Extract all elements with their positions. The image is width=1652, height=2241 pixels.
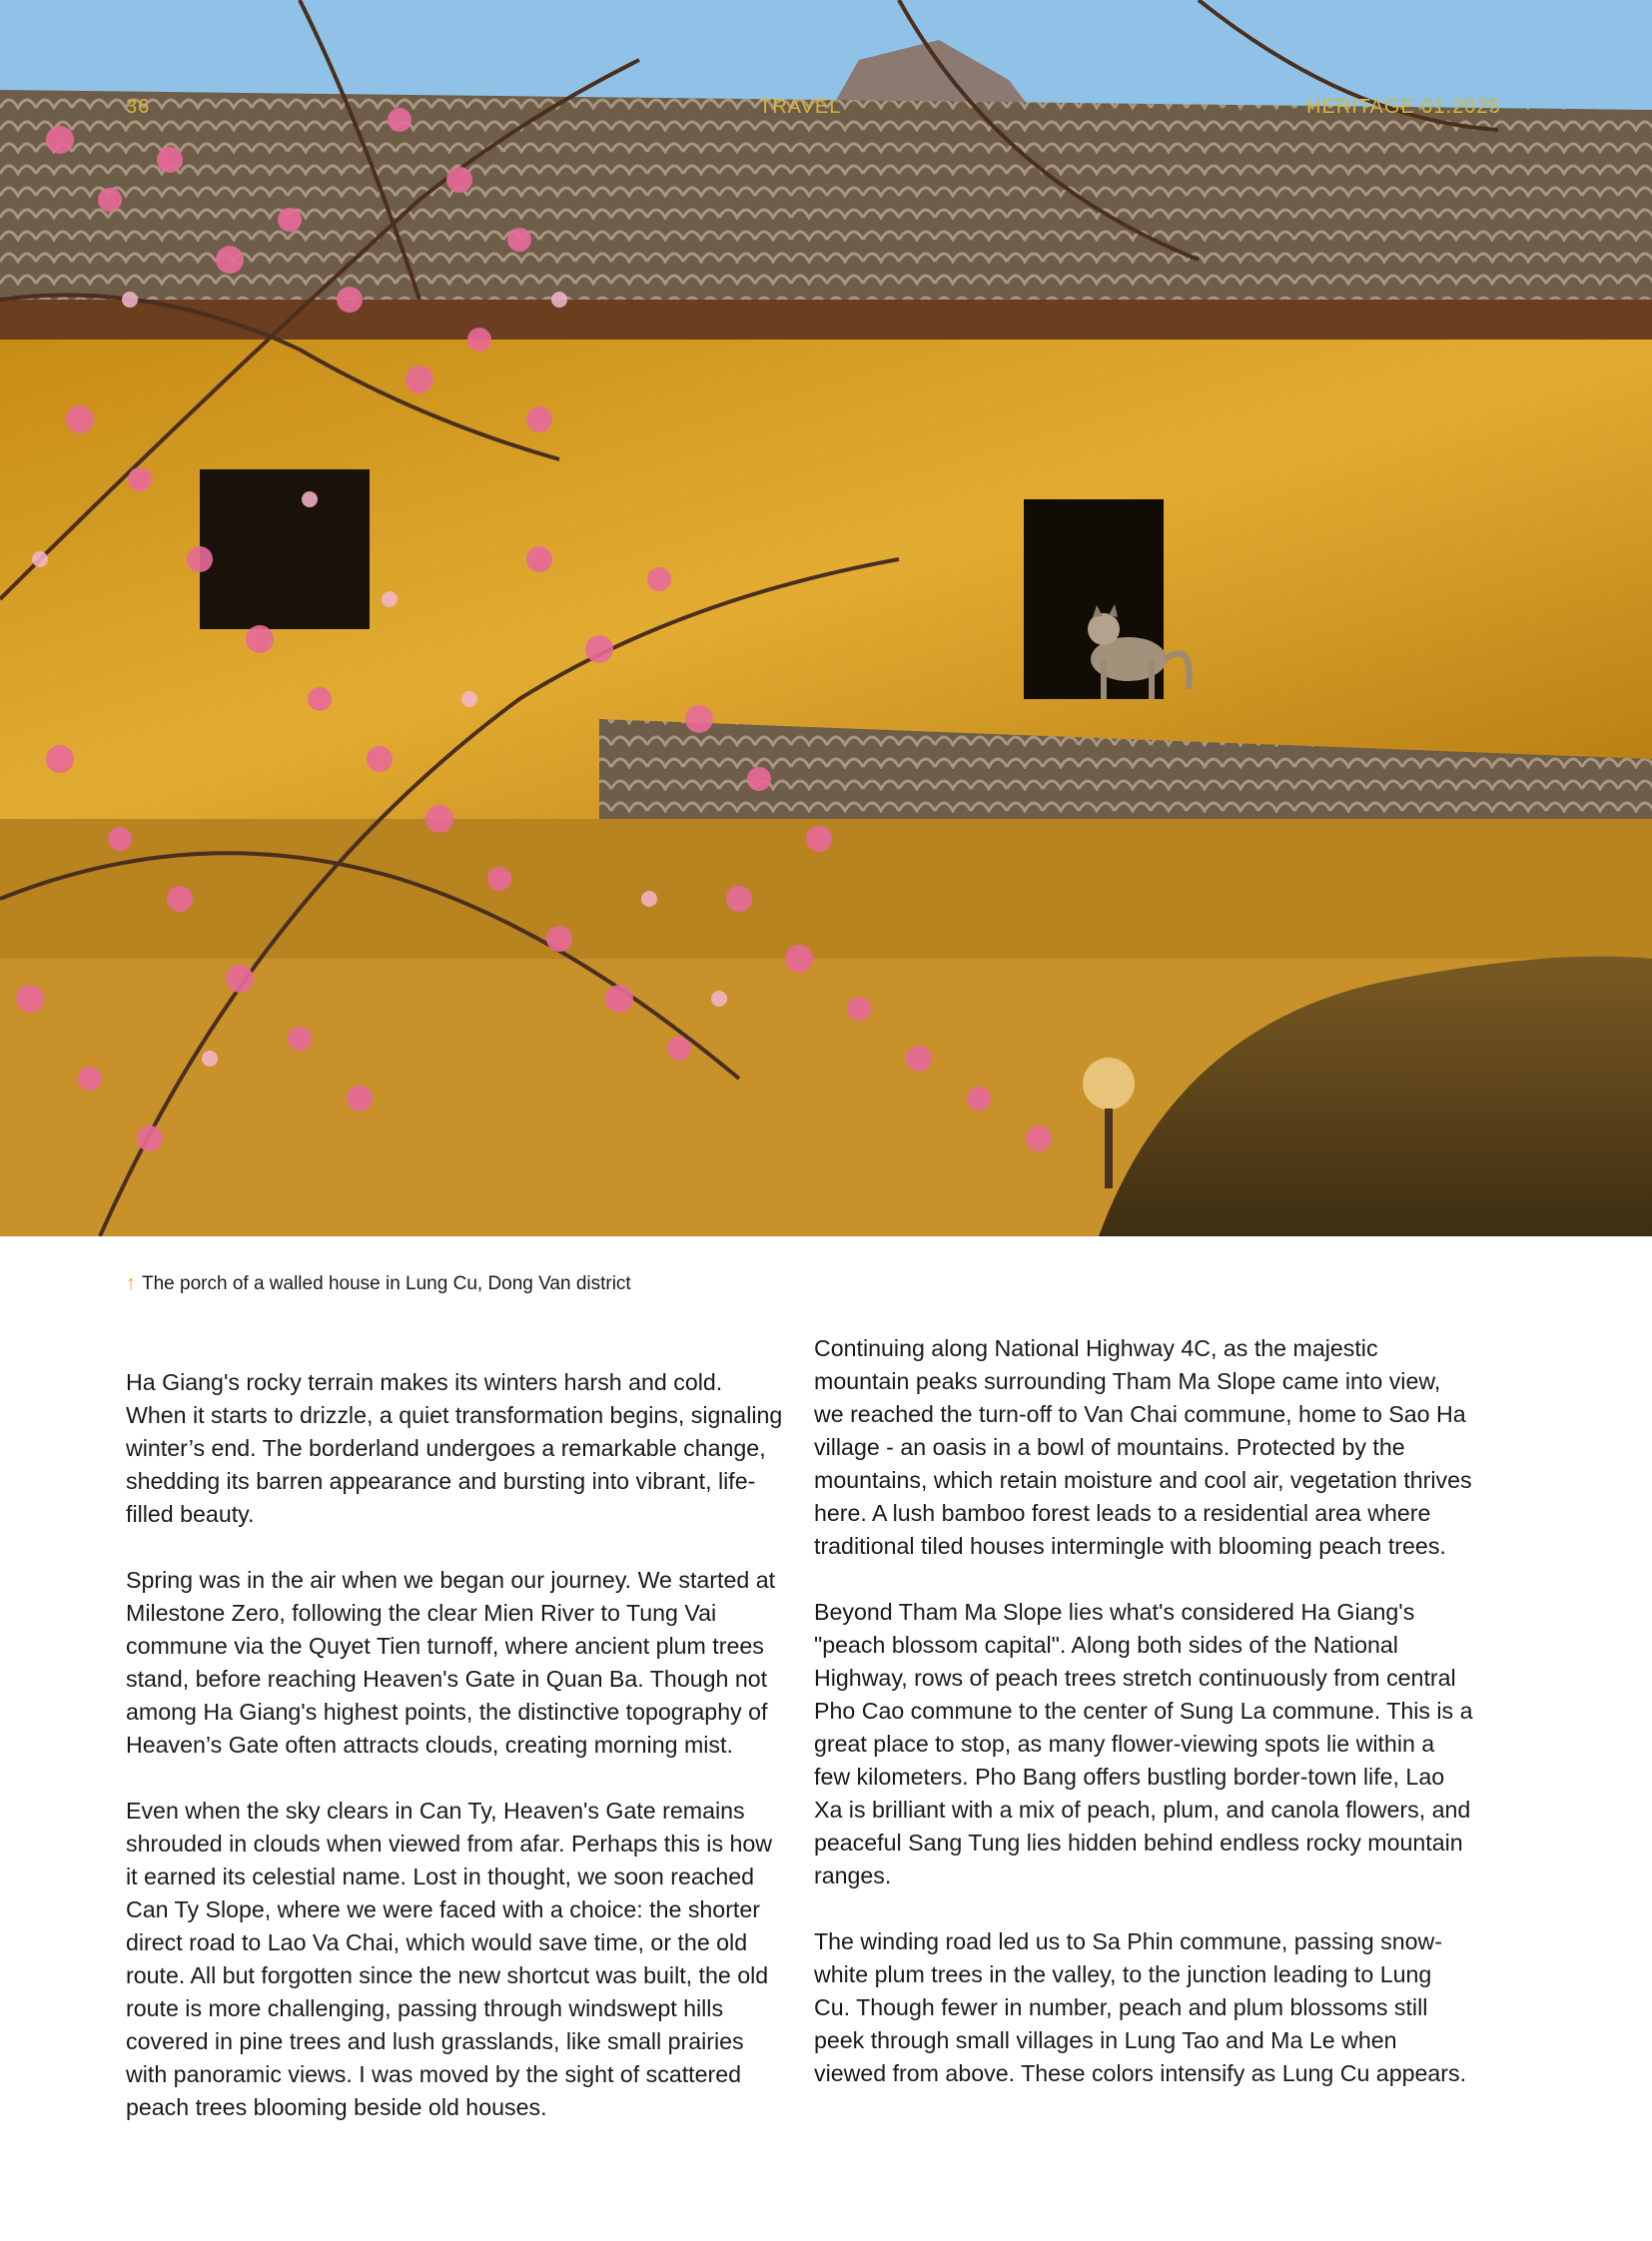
paragraph: Continuing along National Highway 4C, as the majestic mountain peaks surrounding Tham Ma Slope came into view, we reached the turn-off to Van Chai commune, home to Sao Ha village - an oasis in a bowl of mountains. Protected by the mountains, which retain moisture and cool air, vegetation thrives here. A lush bamboo forest leads to a residential area where traditional tiled houses intermingle with blooming peach trees.: [814, 1335, 1472, 1559]
article-column-left: [126, 1366, 785, 2124]
paragraph: Ha Giang's rocky terrain makes its winters harsh and cold. When it starts to drizzle, a quiet transformation begins, signaling winter’s end. The borderland undergoes a remarkable change, shedding its barren appearance and bursting into vibrant, life-filled beauty.: [126, 1369, 783, 1527]
paragraph: Beyond Tham Ma Slope lies what's considered Ha Giang's "peach blossom capital". Along both sides of the National Highway, rows of peach trees stretch continuously from central Pho Cao commune to the center of Sung La commune. This is a great place to stop, as many flower-viewing spots lie within a few kilometers. Pho Bang offers bustling border-town life, Lao Xa is brilliant with a mix of peach, plum, and canola flowers, and peaceful Sang Tung lies hidden behind endless rocky mountain ranges.: [814, 1599, 1473, 1888]
arrow-up-icon: ↑: [126, 1272, 136, 1294]
page-number: 36: [126, 96, 151, 118]
issue-label: HERITAGE 01.2025: [1306, 96, 1501, 118]
paragraph: Even when the sky clears in Can Ty, Heaven's Gate remains shrouded in clouds when viewed from afar. Perhaps this is how it earned its celestial name. Lost in thought, we soon reached Can Ty Slope, where we were faced with a choice: the shorter direct road to Lao Va Chai, which would save time, or the old route. All but forgotten since the new shortcut was built, the old route is more challenging, passing through windswept hills covered in pine trees and lush grasslands, like small prairies with panoramic views. I was moved by the sight of scattered peach trees blooming beside old houses.: [126, 1798, 773, 2120]
article-column-right: [814, 1332, 1473, 2090]
caption-text: The porch of a walled house in Lung Cu, Dong Van district: [142, 1272, 631, 1294]
paragraph: Spring was in the air when we began our journey. We started at Milestone Zero, following the clear Mien River to Tung Vai commune via the Quyet Tien turnoff, where ancient plum trees stand, before reaching Heaven's Gate in Quan Ba. Though not among Ha Giang's highest points, the distinctive topography of Heaven’s Gate often attracts clouds, creating morning mist.: [126, 1567, 776, 1758]
photo-caption: [126, 1272, 631, 1295]
section-label: TRAVEL: [759, 96, 842, 118]
paragraph: The winding road led us to Sa Phin commune, passing snow-white plum trees in the valley, to the junction leading to Lung Cu. Though fewer in number, peach and plum blossoms still peek through small villages in Lung Tao and Ma Le when viewed from above. These colors intensify as Lung Cu appears.: [814, 1928, 1467, 2086]
